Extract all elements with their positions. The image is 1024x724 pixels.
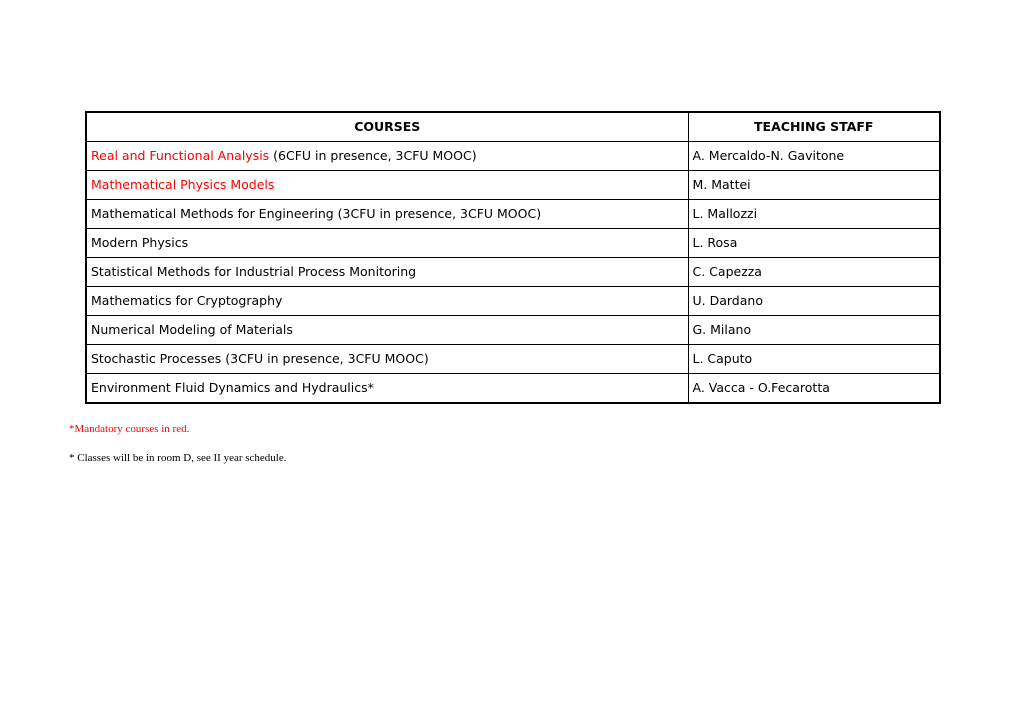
course-cell [86,316,688,345]
course-cell [86,258,688,287]
course-details: (6CFU in presence, 3CFU MOOC) [269,148,477,163]
staff-cell: U. Dardano [688,287,940,316]
table-header-row [86,112,940,142]
course-cell [86,374,688,404]
table-row [86,142,940,171]
course-cell [86,171,688,200]
course-name: Environment Fluid Dynamics and Hydraulics* [91,380,374,395]
staff-cell: G. Milano [688,316,940,345]
course-cell [86,345,688,374]
table-row [86,258,940,287]
table-row [86,345,940,374]
staff-cell: L. Rosa [688,229,940,258]
course-name: Statistical Methods for Industrial Process Monitoring [91,264,417,279]
table-row [86,171,940,200]
course-name: Stochastic Processes (3CFU in presence, 3CFU MOOC) [91,351,429,366]
table-row [86,316,940,345]
classroom-note: * Classes will be in room D, see II year schedule. [69,452,287,464]
staff-cell: C. Capezza [688,258,940,287]
table-row [86,374,940,404]
staff-cell: A. Mercaldo-N. Gavitone [688,142,940,171]
staff-cell: L. Mallozzi [688,200,940,229]
mandatory-courses-note: *Mandatory courses in red. [69,423,190,435]
header-teaching-staff: TEACHING STAFF [688,112,940,142]
staff-cell: M. Mattei [688,171,940,200]
header-courses: COURSES [86,112,688,142]
course-name: Modern Physics [91,235,189,250]
course-name: Mathematics for Cryptography [91,293,283,308]
course-name: Mathematical Methods for Engineering (3CFU in presence, 3CFU MOOC) [91,206,542,221]
course-cell [86,229,688,258]
staff-cell: L. Caputo [688,345,940,374]
mandatory-course-name: Mathematical Physics Models [91,177,275,192]
table-row [86,229,940,258]
course-name: Numerical Modeling of Materials [91,322,293,337]
courses-table [85,111,941,404]
table-row [86,287,940,316]
course-cell [86,200,688,229]
table-row [86,200,940,229]
course-cell [86,142,688,171]
mandatory-course-name: Real and Functional Analysis [91,148,270,163]
staff-cell: A. Vacca - O.Fecarotta [688,374,940,404]
course-cell [86,287,688,316]
